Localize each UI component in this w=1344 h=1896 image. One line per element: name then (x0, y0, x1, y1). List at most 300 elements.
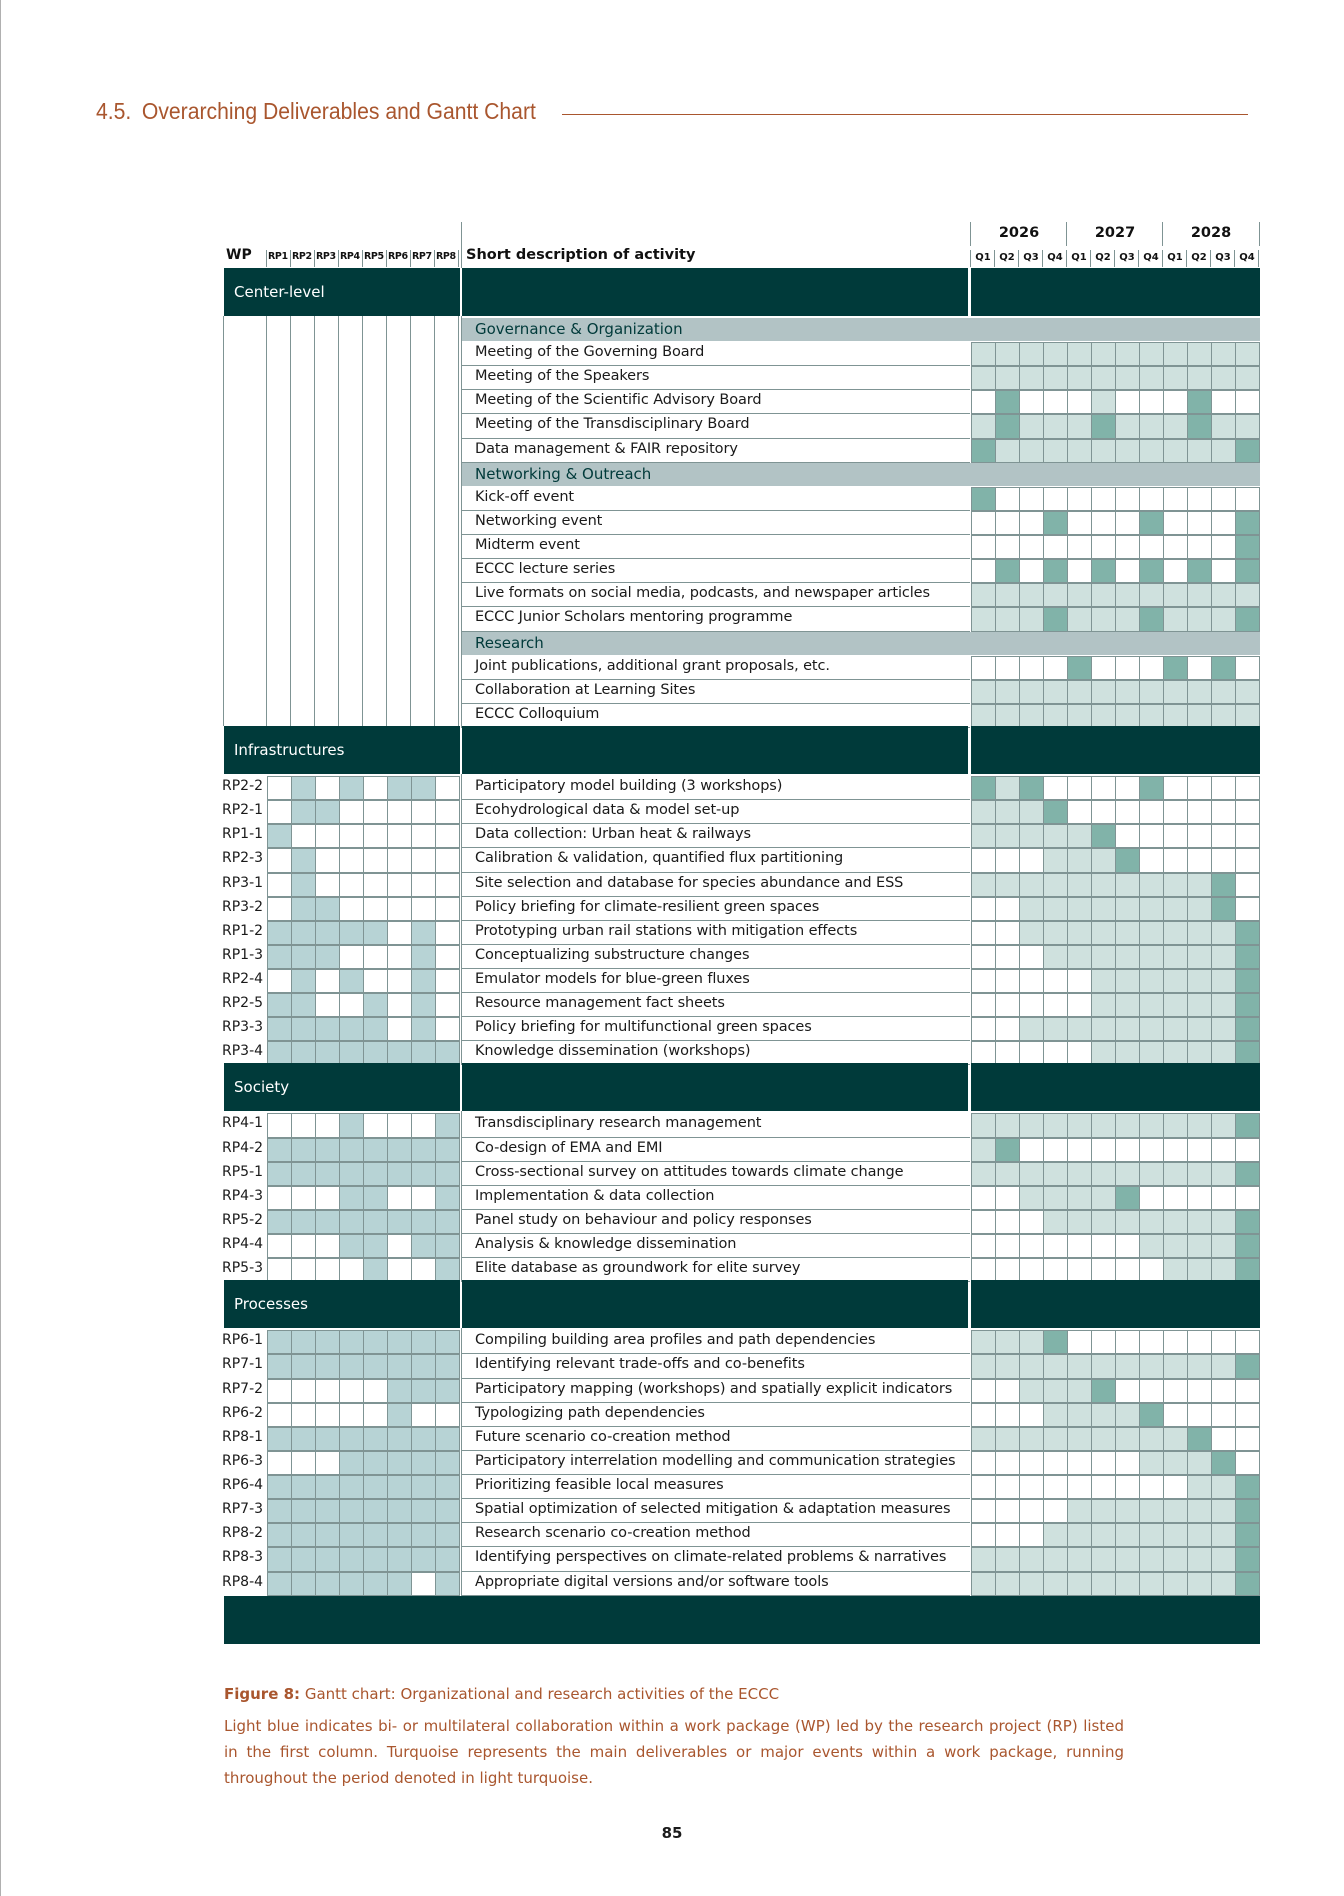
rp-cell (411, 1403, 436, 1427)
quarter-cell (995, 1523, 1020, 1547)
rp-cell (267, 1499, 292, 1523)
quarter-divider (1114, 250, 1115, 267)
quarter-cell (1139, 342, 1164, 366)
quarter-cell (1019, 656, 1044, 680)
quarter-cell (971, 487, 996, 511)
year-divider (970, 222, 971, 246)
quarter-cell (1115, 1499, 1140, 1523)
rp-cell (411, 1572, 436, 1596)
rp-cell (387, 993, 412, 1017)
quarter-cell (1163, 993, 1188, 1017)
quarter-cell (1067, 1451, 1092, 1475)
quarter-cell (1211, 1186, 1236, 1210)
rp-cell (267, 1379, 292, 1403)
activity-description: Knowledge dissemination (workshops) (475, 1043, 751, 1060)
activity-rule (462, 1353, 970, 1354)
quarter-cell (1019, 993, 1044, 1017)
quarter-cell (1019, 1523, 1044, 1547)
quarter-cell (971, 1379, 996, 1403)
quarter-cell (1211, 1523, 1236, 1547)
quarter-cell (1019, 366, 1044, 390)
wp-code: RP6-2 (222, 1404, 264, 1421)
wp-header: WP (226, 247, 252, 263)
quarter-cell (1163, 800, 1188, 824)
quarter-cell (1019, 897, 1044, 921)
quarter-cell (971, 800, 996, 824)
activity-description: Data management & FAIR repository (475, 440, 738, 457)
quarter-cell (1235, 607, 1260, 631)
quarter-cell (1019, 1499, 1044, 1523)
rp-cell (291, 1186, 316, 1210)
quarter-cell (1187, 1499, 1212, 1523)
quarter-cell (1067, 1234, 1092, 1258)
quarter-header: Q1 (975, 252, 991, 263)
quarter-cell (1163, 1354, 1188, 1378)
quarter-cell (1043, 342, 1068, 366)
quarter-cell (1187, 439, 1212, 463)
quarter-cell (1211, 993, 1236, 1017)
rp-cell (339, 1523, 364, 1547)
rp-cell (387, 1354, 412, 1378)
activity-rule (462, 896, 970, 897)
description-header: Short description of activity (466, 247, 696, 263)
quarter-cell (1091, 1499, 1116, 1523)
quarter-cell (1091, 921, 1116, 945)
quarter-cell (971, 1041, 996, 1065)
quarter-cell (1187, 1210, 1212, 1234)
quarter-cell (1115, 1162, 1140, 1186)
quarter-cell (1043, 1379, 1068, 1403)
year-header: 2027 (1094, 225, 1136, 241)
quarter-cell (1211, 704, 1236, 728)
quarter-cell (1115, 1186, 1140, 1210)
rp-cell (435, 1451, 460, 1475)
rp-cell (267, 1258, 292, 1282)
section-band (971, 1280, 1260, 1328)
rp-cell (291, 1403, 316, 1427)
quarter-cell (971, 559, 996, 583)
quarter-cell (1211, 559, 1236, 583)
rp-cell (315, 1113, 340, 1137)
rp-cell (339, 1330, 364, 1354)
quarter-cell (1211, 1234, 1236, 1258)
quarter-cell (1067, 487, 1092, 511)
quarter-cell (1139, 1017, 1164, 1041)
quarter-cell (1139, 776, 1164, 800)
quarter-cell (1019, 1138, 1044, 1162)
quarter-cell (1187, 1354, 1212, 1378)
quarter-cell (1043, 1427, 1068, 1451)
quarter-cell (1187, 969, 1212, 993)
quarter-cell (1019, 1210, 1044, 1234)
activity-description: Future scenario co-creation method (475, 1428, 731, 1445)
rp-cell (363, 1186, 388, 1210)
rp-cell (435, 945, 460, 969)
quarter-cell (971, 607, 996, 631)
quarter-cell (1139, 800, 1164, 824)
quarter-cell (1211, 897, 1236, 921)
activity-rule (462, 1474, 970, 1475)
quarter-cell (1187, 607, 1212, 631)
quarter-cell (1043, 1354, 1068, 1378)
rp-cell (267, 1572, 292, 1596)
quarter-cell (1187, 390, 1212, 414)
quarter-cell (1187, 1379, 1212, 1403)
rp-cell (411, 1162, 436, 1186)
rp-cell (315, 1234, 340, 1258)
rp-cell (291, 800, 316, 824)
rp-cell (339, 1547, 364, 1571)
rp-header: RP1 (268, 251, 288, 262)
quarter-cell (1211, 390, 1236, 414)
quarter-cell (1187, 824, 1212, 848)
activity-rule (462, 365, 970, 366)
activity-rule (462, 872, 970, 873)
quarter-cell (1163, 583, 1188, 607)
quarter-cell (1211, 535, 1236, 559)
quarter-cell (1067, 1258, 1092, 1282)
rp-cell (435, 1234, 460, 1258)
rp-cell (291, 1330, 316, 1354)
rp-column-line (458, 316, 459, 726)
quarter-cell (1043, 921, 1068, 945)
quarter-cell (1019, 1234, 1044, 1258)
rp-cell (291, 969, 316, 993)
rp-cell (315, 1330, 340, 1354)
quarter-cell (1235, 873, 1260, 897)
quarter-cell (1163, 848, 1188, 872)
quarter-cell (1115, 656, 1140, 680)
quarter-cell (1091, 342, 1116, 366)
section-band (462, 1063, 968, 1111)
page-number: 85 (661, 1824, 683, 1842)
activity-description: Cross-sectional survey on attitudes towards climate change (475, 1163, 904, 1180)
rp-cell (411, 1330, 436, 1354)
quarter-cell (1067, 969, 1092, 993)
quarter-cell (1139, 945, 1164, 969)
rp-cell (435, 1499, 460, 1523)
quarter-cell (1139, 848, 1164, 872)
quarter-cell (1115, 800, 1140, 824)
quarter-cell (1067, 1210, 1092, 1234)
quarter-cell (1091, 511, 1116, 535)
quarter-cell (1019, 704, 1044, 728)
quarter-cell (1115, 390, 1140, 414)
section-band (462, 726, 968, 774)
quarter-cell (1163, 1451, 1188, 1475)
quarter-cell (971, 414, 996, 438)
rp-cell (339, 1379, 364, 1403)
rp-column-line (223, 316, 224, 726)
quarter-cell (1043, 656, 1068, 680)
activity-description: Meeting of the Governing Board (475, 344, 705, 361)
quarter-cell (1139, 1258, 1164, 1282)
rp-cell (291, 1499, 316, 1523)
quarter-cell (1211, 1210, 1236, 1234)
rp-cell (291, 1379, 316, 1403)
rp-cell (387, 1403, 412, 1427)
quarter-cell (1091, 656, 1116, 680)
rp-header: RP8 (436, 251, 456, 262)
rp-cell (435, 848, 460, 872)
quarter-cell (1019, 535, 1044, 559)
quarter-cell (1043, 439, 1068, 463)
quarter-cell (1091, 1403, 1116, 1427)
quarter-cell (1019, 559, 1044, 583)
quarter-cell (1235, 1475, 1260, 1499)
quarter-cell (1115, 1017, 1140, 1041)
activity-rule (462, 1040, 970, 1041)
quarter-cell (1163, 607, 1188, 631)
quarter-cell (1139, 1210, 1164, 1234)
quarter-cell (1235, 776, 1260, 800)
quarter-cell (971, 439, 996, 463)
quarter-cell (1211, 1138, 1236, 1162)
quarter-cell (1163, 559, 1188, 583)
rp-cell (315, 1403, 340, 1427)
rp-cell (387, 1162, 412, 1186)
quarter-divider (1162, 250, 1163, 267)
quarter-cell (1067, 1379, 1092, 1403)
activity-rule (462, 1233, 970, 1234)
quarter-header: Q3 (1023, 252, 1039, 263)
activity-description: Emulator models for blue-green fluxes (475, 971, 750, 987)
wp-code: RP3-3 (222, 1019, 264, 1036)
quarter-cell (995, 1499, 1020, 1523)
section-heading: 4.5. Overarching Deliverables and Gantt Chart (96, 98, 536, 124)
quarter-cell (1139, 1379, 1164, 1403)
activity-rule (462, 606, 970, 607)
rp-cell (267, 1475, 292, 1499)
activity-rule (462, 1571, 970, 1572)
quarter-cell (995, 1547, 1020, 1571)
activity-description: Prototyping urban rail stations with mitigation effects (475, 922, 858, 939)
rp-cell (387, 897, 412, 921)
rp-header: RP4 (340, 251, 360, 262)
rp-cell (339, 1572, 364, 1596)
quarter-cell (995, 559, 1020, 583)
quarter-cell (1043, 607, 1068, 631)
quarter-cell (971, 704, 996, 728)
quarter-cell (1187, 897, 1212, 921)
quarter-cell (1163, 1427, 1188, 1451)
quarter-cell (1115, 559, 1140, 583)
quarter-cell (995, 1403, 1020, 1427)
rp-cell (339, 1210, 364, 1234)
quarter-cell (1187, 945, 1212, 969)
quarter-cell (1139, 535, 1164, 559)
quarter-cell (1211, 1427, 1236, 1451)
quarter-cell (1019, 511, 1044, 535)
quarter-cell (1235, 1113, 1260, 1137)
quarter-cell (971, 1427, 996, 1451)
section-band (462, 1280, 968, 1328)
rp-cell (363, 1354, 388, 1378)
quarter-cell (1019, 680, 1044, 704)
activity-description: Identifying relevant trade-offs and co-benefits (475, 1356, 805, 1373)
rp-cell (315, 1379, 340, 1403)
quarter-cell (1115, 704, 1140, 728)
rp-divider (362, 250, 363, 267)
rp-column-line (338, 316, 339, 726)
quarter-cell (1235, 1547, 1260, 1571)
wp-code: RP1-2 (222, 922, 264, 939)
wp-code: RP2-3 (222, 850, 264, 867)
quarter-cell (971, 680, 996, 704)
quarter-cell (1139, 390, 1164, 414)
quarter-cell (1115, 1451, 1140, 1475)
quarter-cell (1235, 1427, 1260, 1451)
rp-cell (339, 1258, 364, 1282)
quarter-cell (1187, 1138, 1212, 1162)
quarter-cell (1067, 439, 1092, 463)
quarter-cell (995, 583, 1020, 607)
rp-cell (435, 969, 460, 993)
section-label: Center-level (234, 283, 325, 301)
rp-cell (339, 1499, 364, 1523)
group-header-bar (462, 632, 1260, 655)
quarter-cell (1163, 1330, 1188, 1354)
quarter-cell (995, 1017, 1020, 1041)
quarter-cell (971, 848, 996, 872)
quarter-cell (1139, 487, 1164, 511)
quarter-cell (995, 390, 1020, 414)
rp-cell (339, 873, 364, 897)
rp-cell (363, 1475, 388, 1499)
quarter-cell (971, 1330, 996, 1354)
header-divider (461, 222, 462, 268)
quarter-cell (1163, 1475, 1188, 1499)
rp-cell (411, 824, 436, 848)
quarter-cell (1091, 1186, 1116, 1210)
footer-band (224, 1596, 1260, 1644)
quarter-cell (971, 1354, 996, 1378)
quarter-cell (1163, 390, 1188, 414)
rp-cell (387, 1572, 412, 1596)
rp-cell (315, 848, 340, 872)
quarter-cell (1211, 583, 1236, 607)
activity-description: Meeting of the Scientific Advisory Board (475, 392, 762, 409)
rp-cell (339, 824, 364, 848)
quarter-cell (1043, 1572, 1068, 1596)
rp-cell (315, 921, 340, 945)
rp-cell (267, 921, 292, 945)
quarter-cell (1211, 1258, 1236, 1282)
rp-cell (411, 945, 436, 969)
quarter-cell (1019, 1572, 1044, 1596)
activity-description: Live formats on social media, podcasts, and newspaper articles (475, 585, 930, 602)
year-header: 2028 (1190, 225, 1232, 241)
wp-code: RP8-3 (222, 1549, 264, 1566)
quarter-cell (1163, 1210, 1188, 1234)
quarter-cell (1235, 656, 1260, 680)
quarter-cell (1019, 1041, 1044, 1065)
rp-header: RP2 (292, 251, 312, 262)
quarter-divider (1066, 250, 1067, 267)
quarter-cell (1115, 848, 1140, 872)
quarter-cell (1139, 1499, 1164, 1523)
rp-cell (363, 1162, 388, 1186)
quarter-cell (1019, 800, 1044, 824)
rp-cell (435, 993, 460, 1017)
rp-cell (411, 1475, 436, 1499)
quarter-cell (1019, 1017, 1044, 1041)
rp-cell (363, 1210, 388, 1234)
quarter-cell (1019, 439, 1044, 463)
quarter-cell (971, 873, 996, 897)
quarter-cell (1163, 535, 1188, 559)
quarter-cell (1043, 1547, 1068, 1571)
quarter-cell (1091, 1427, 1116, 1451)
rp-header: RP3 (316, 251, 336, 262)
rp-cell (267, 1234, 292, 1258)
quarter-cell (1043, 945, 1068, 969)
quarter-cell (1091, 390, 1116, 414)
quarter-cell (1139, 1330, 1164, 1354)
rp-cell (315, 1547, 340, 1571)
rp-cell (363, 1258, 388, 1282)
quarter-cell (1235, 1379, 1260, 1403)
rp-cell (387, 1451, 412, 1475)
rp-cell (291, 1041, 316, 1065)
rp-cell (339, 800, 364, 824)
quarter-cell (1139, 1162, 1164, 1186)
quarter-cell (1043, 1041, 1068, 1065)
section-band (462, 268, 968, 316)
activity-rule (462, 1185, 970, 1186)
rp-cell (315, 1162, 340, 1186)
quarter-cell (1187, 656, 1212, 680)
rp-column-line (362, 316, 363, 726)
quarter-cell (1163, 704, 1188, 728)
quarter-cell (1187, 873, 1212, 897)
quarter-cell (1163, 1186, 1188, 1210)
quarter-cell (1091, 1234, 1116, 1258)
wp-code: RP4-2 (222, 1139, 264, 1156)
quarter-cell (971, 945, 996, 969)
quarter-cell (1235, 1162, 1260, 1186)
quarter-cell (1139, 1547, 1164, 1571)
quarter-cell (1067, 656, 1092, 680)
quarter-cell (1115, 511, 1140, 535)
activity-rule (462, 1546, 970, 1547)
rp-cell (315, 1499, 340, 1523)
quarter-cell (1043, 1138, 1068, 1162)
activity-rule (462, 1209, 970, 1210)
quarter-cell (1067, 1138, 1092, 1162)
rp-cell (435, 1017, 460, 1041)
quarter-cell (1187, 1234, 1212, 1258)
rp-cell (339, 1186, 364, 1210)
quarter-cell (1019, 1186, 1044, 1210)
quarter-cell (995, 873, 1020, 897)
quarter-cell (1163, 1041, 1188, 1065)
activity-rule (462, 847, 970, 848)
quarter-cell (1139, 1138, 1164, 1162)
quarter-cell (1091, 873, 1116, 897)
rp-cell (435, 1403, 460, 1427)
quarter-cell (1067, 511, 1092, 535)
quarter-cell (1235, 366, 1260, 390)
quarter-cell (1019, 607, 1044, 631)
quarter-cell (1187, 921, 1212, 945)
rp-cell (387, 873, 412, 897)
quarter-cell (1115, 873, 1140, 897)
rp-divider (410, 250, 411, 267)
quarter-cell (1019, 1451, 1044, 1475)
rp-cell (267, 873, 292, 897)
quarter-cell (1043, 873, 1068, 897)
